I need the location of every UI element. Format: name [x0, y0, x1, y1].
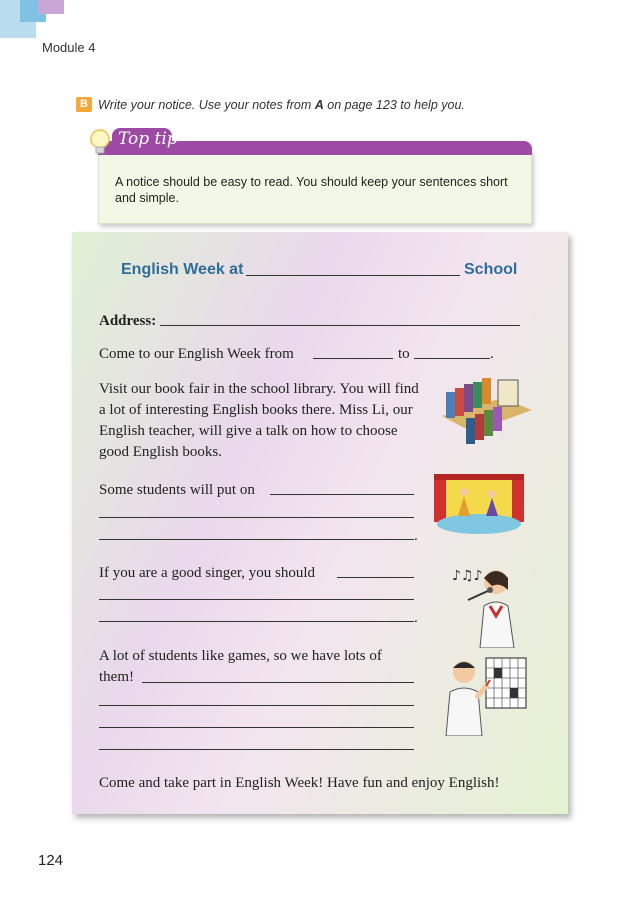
- svg-text:♪♫♪: ♪♫♪: [452, 568, 483, 584]
- play-end: .: [414, 528, 418, 544]
- notice-title-end: School: [464, 261, 518, 278]
- dates-end: .: [490, 346, 494, 362]
- games-line-2: [99, 705, 414, 706]
- play-line-2: [99, 517, 414, 518]
- singer-line-1: [337, 577, 414, 578]
- address-label: Address:: [99, 313, 157, 329]
- singer-illustration: [448, 560, 528, 648]
- play-line-1: [270, 494, 414, 495]
- end-date-line: [414, 358, 490, 359]
- stage-illustration: [434, 474, 524, 536]
- singer-text: If you are a good singer, you should: [99, 565, 316, 581]
- games-line-4: [99, 749, 414, 750]
- dates-text: Come to our English Week from: [99, 346, 294, 362]
- address-line: [160, 325, 520, 326]
- dates-to: to: [398, 346, 410, 362]
- instruction-text: Write your notice. Use your notes from A on page 123 to help you.: [98, 97, 465, 112]
- books-illustration: [440, 370, 534, 454]
- start-date-line: [313, 358, 393, 359]
- corner-decoration: [0, 0, 70, 40]
- top-tip-text: A notice should be easy to read. You should keep your sentences short and simple.: [115, 175, 508, 205]
- games-line-3: [99, 727, 414, 728]
- games-text: A lot of students like games, so we have lots of: [99, 648, 382, 664]
- module-label: Module 4: [42, 40, 96, 55]
- singer-line-3: [99, 621, 414, 622]
- instruction: [76, 97, 465, 112]
- book-fair-text: Visit our book fair in the school library. You will find a lot of interesting English books there. Miss Li, our English teacher, will give a talk on how to choose good English books.: [99, 381, 419, 460]
- page-number: 124: [38, 852, 64, 869]
- play-text: Some students will put on: [99, 482, 255, 498]
- singer-end: .: [414, 610, 418, 626]
- closing-text: Come and take part in English Week! Have fun and enjoy English!: [99, 775, 500, 791]
- lightbulb-icon: [89, 128, 111, 156]
- top-tip-label: Top tip: [118, 129, 178, 149]
- games-text-2: them!: [99, 669, 134, 685]
- singer-line-2: [99, 599, 414, 600]
- games-illustration: [442, 654, 528, 736]
- games-line-1: [142, 682, 414, 683]
- section-badge: B: [76, 97, 92, 112]
- play-line-3: [99, 539, 414, 540]
- notice-title-start: English Week at: [121, 261, 244, 278]
- school-name-line: [246, 275, 460, 276]
